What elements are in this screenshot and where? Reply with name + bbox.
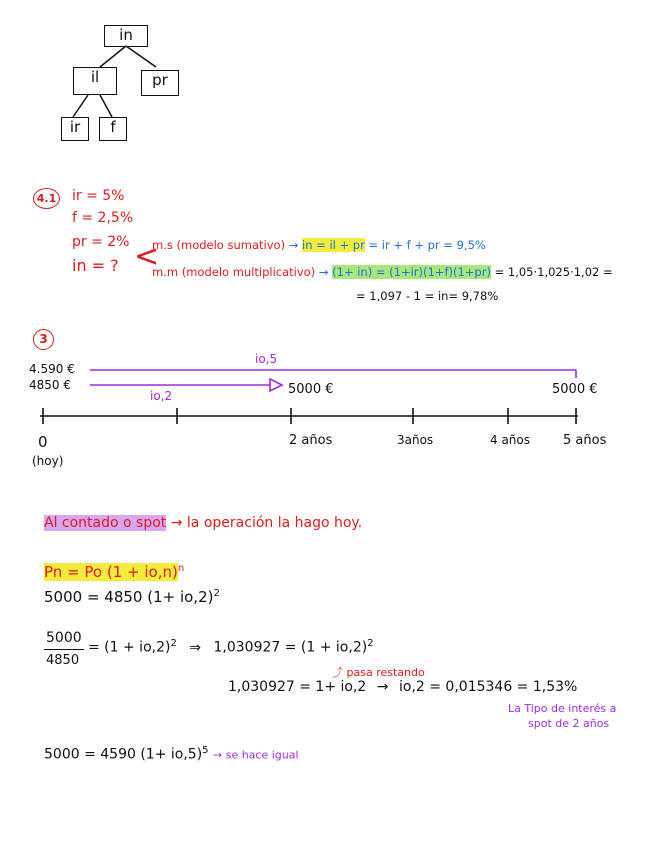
tree-node-ir: ir — [61, 117, 89, 141]
label-io5: io,5 — [255, 352, 278, 366]
given-pr: pr = 2% — [72, 234, 130, 250]
tipo-note-line1: La Tipo de interés a — [508, 702, 617, 715]
spot-rest: la operación la hago hoy. — [186, 515, 363, 531]
value-5000-year2: 5000 € — [288, 382, 334, 397]
tick-label-2: 2 años — [289, 433, 333, 448]
equation-4: 5000 = 4590 $(1+ io,5)^5$ → se hace igual — [44, 745, 299, 763]
implies-arrow-icon: ⇒ — [189, 639, 202, 656]
ms-rest: = ir + f + pr = 9,5% — [368, 238, 486, 252]
arrow-icon: ⤴ — [332, 666, 343, 679]
mm-rest: = 1,05·1,025·1,02 = — [494, 265, 613, 279]
fraction-numerator: 5000 — [46, 630, 82, 646]
tree-node-in: in — [104, 25, 148, 47]
tree-node-f: f — [99, 117, 127, 141]
given-ir: ir = 5% — [72, 188, 125, 204]
arrow-icon: → — [376, 679, 389, 695]
section-3-number: 3 — [33, 329, 54, 350]
se-hace-note: → se hace igual — [213, 748, 299, 762]
formula-pn: Pn = Po $(1 + io,n)^n$ — [44, 563, 185, 581]
tick-label-3: 3años — [397, 433, 434, 447]
equation-2: = $(1 + io,2)^2$ ⇒ $1,030927 = (1 + io,2)^2$ — [88, 638, 374, 656]
arrow-icon: → — [213, 748, 223, 762]
mm-result: = 1,097 - 1 = in= 9,78% — [356, 289, 499, 303]
fraction-bar — [44, 649, 84, 650]
mm-formula: (1+ in) = (1+ir)(1+f)(1+pr) — [332, 265, 491, 279]
brace: < — [134, 239, 160, 274]
tick-label-4: 4 años — [490, 433, 531, 447]
pasa-restando-note: ⤴ pasa restando — [332, 666, 425, 679]
tree-node-il: il — [73, 67, 117, 95]
tick-label-0: 0 — [38, 433, 48, 451]
equation-1: 5000 = 4850 $(1+ io,2)^2$ — [44, 588, 220, 606]
given-in: in = ? — [72, 256, 119, 275]
tree-node-pr: pr — [141, 70, 179, 96]
given-f: f = 2,5% — [72, 210, 134, 226]
tick-label-hoy: (hoy) — [32, 454, 64, 468]
mm-label: m.m (modelo multiplicativo) — [152, 265, 316, 279]
ms-formula: in = il + pr — [302, 238, 365, 252]
price-4590: 4.590 € — [29, 362, 75, 376]
tick-label-5: 5 años — [563, 433, 607, 448]
arrow-icon: → — [170, 515, 183, 531]
ms-label: m.s (modelo sumativo) — [152, 238, 286, 252]
spot-line — [44, 515, 362, 531]
section-41-number: 4.1 — [33, 188, 60, 209]
equation-3: 1,030927 = 1+ io,2 → io,2 = 0,015346 = 1,53% — [228, 679, 578, 695]
fraction-denominator: 4850 — [46, 653, 80, 668]
arrow-icon: → — [288, 238, 299, 252]
arrow-icon: → — [318, 265, 329, 279]
value-5000-year5: 5000 € — [552, 382, 598, 397]
spot-highlight: Al contado o spot — [44, 515, 167, 531]
price-4850: 4850 € — [29, 378, 71, 392]
tipo-note-line2: spot de 2 años — [528, 717, 610, 730]
label-io2: io,2 — [150, 389, 173, 403]
